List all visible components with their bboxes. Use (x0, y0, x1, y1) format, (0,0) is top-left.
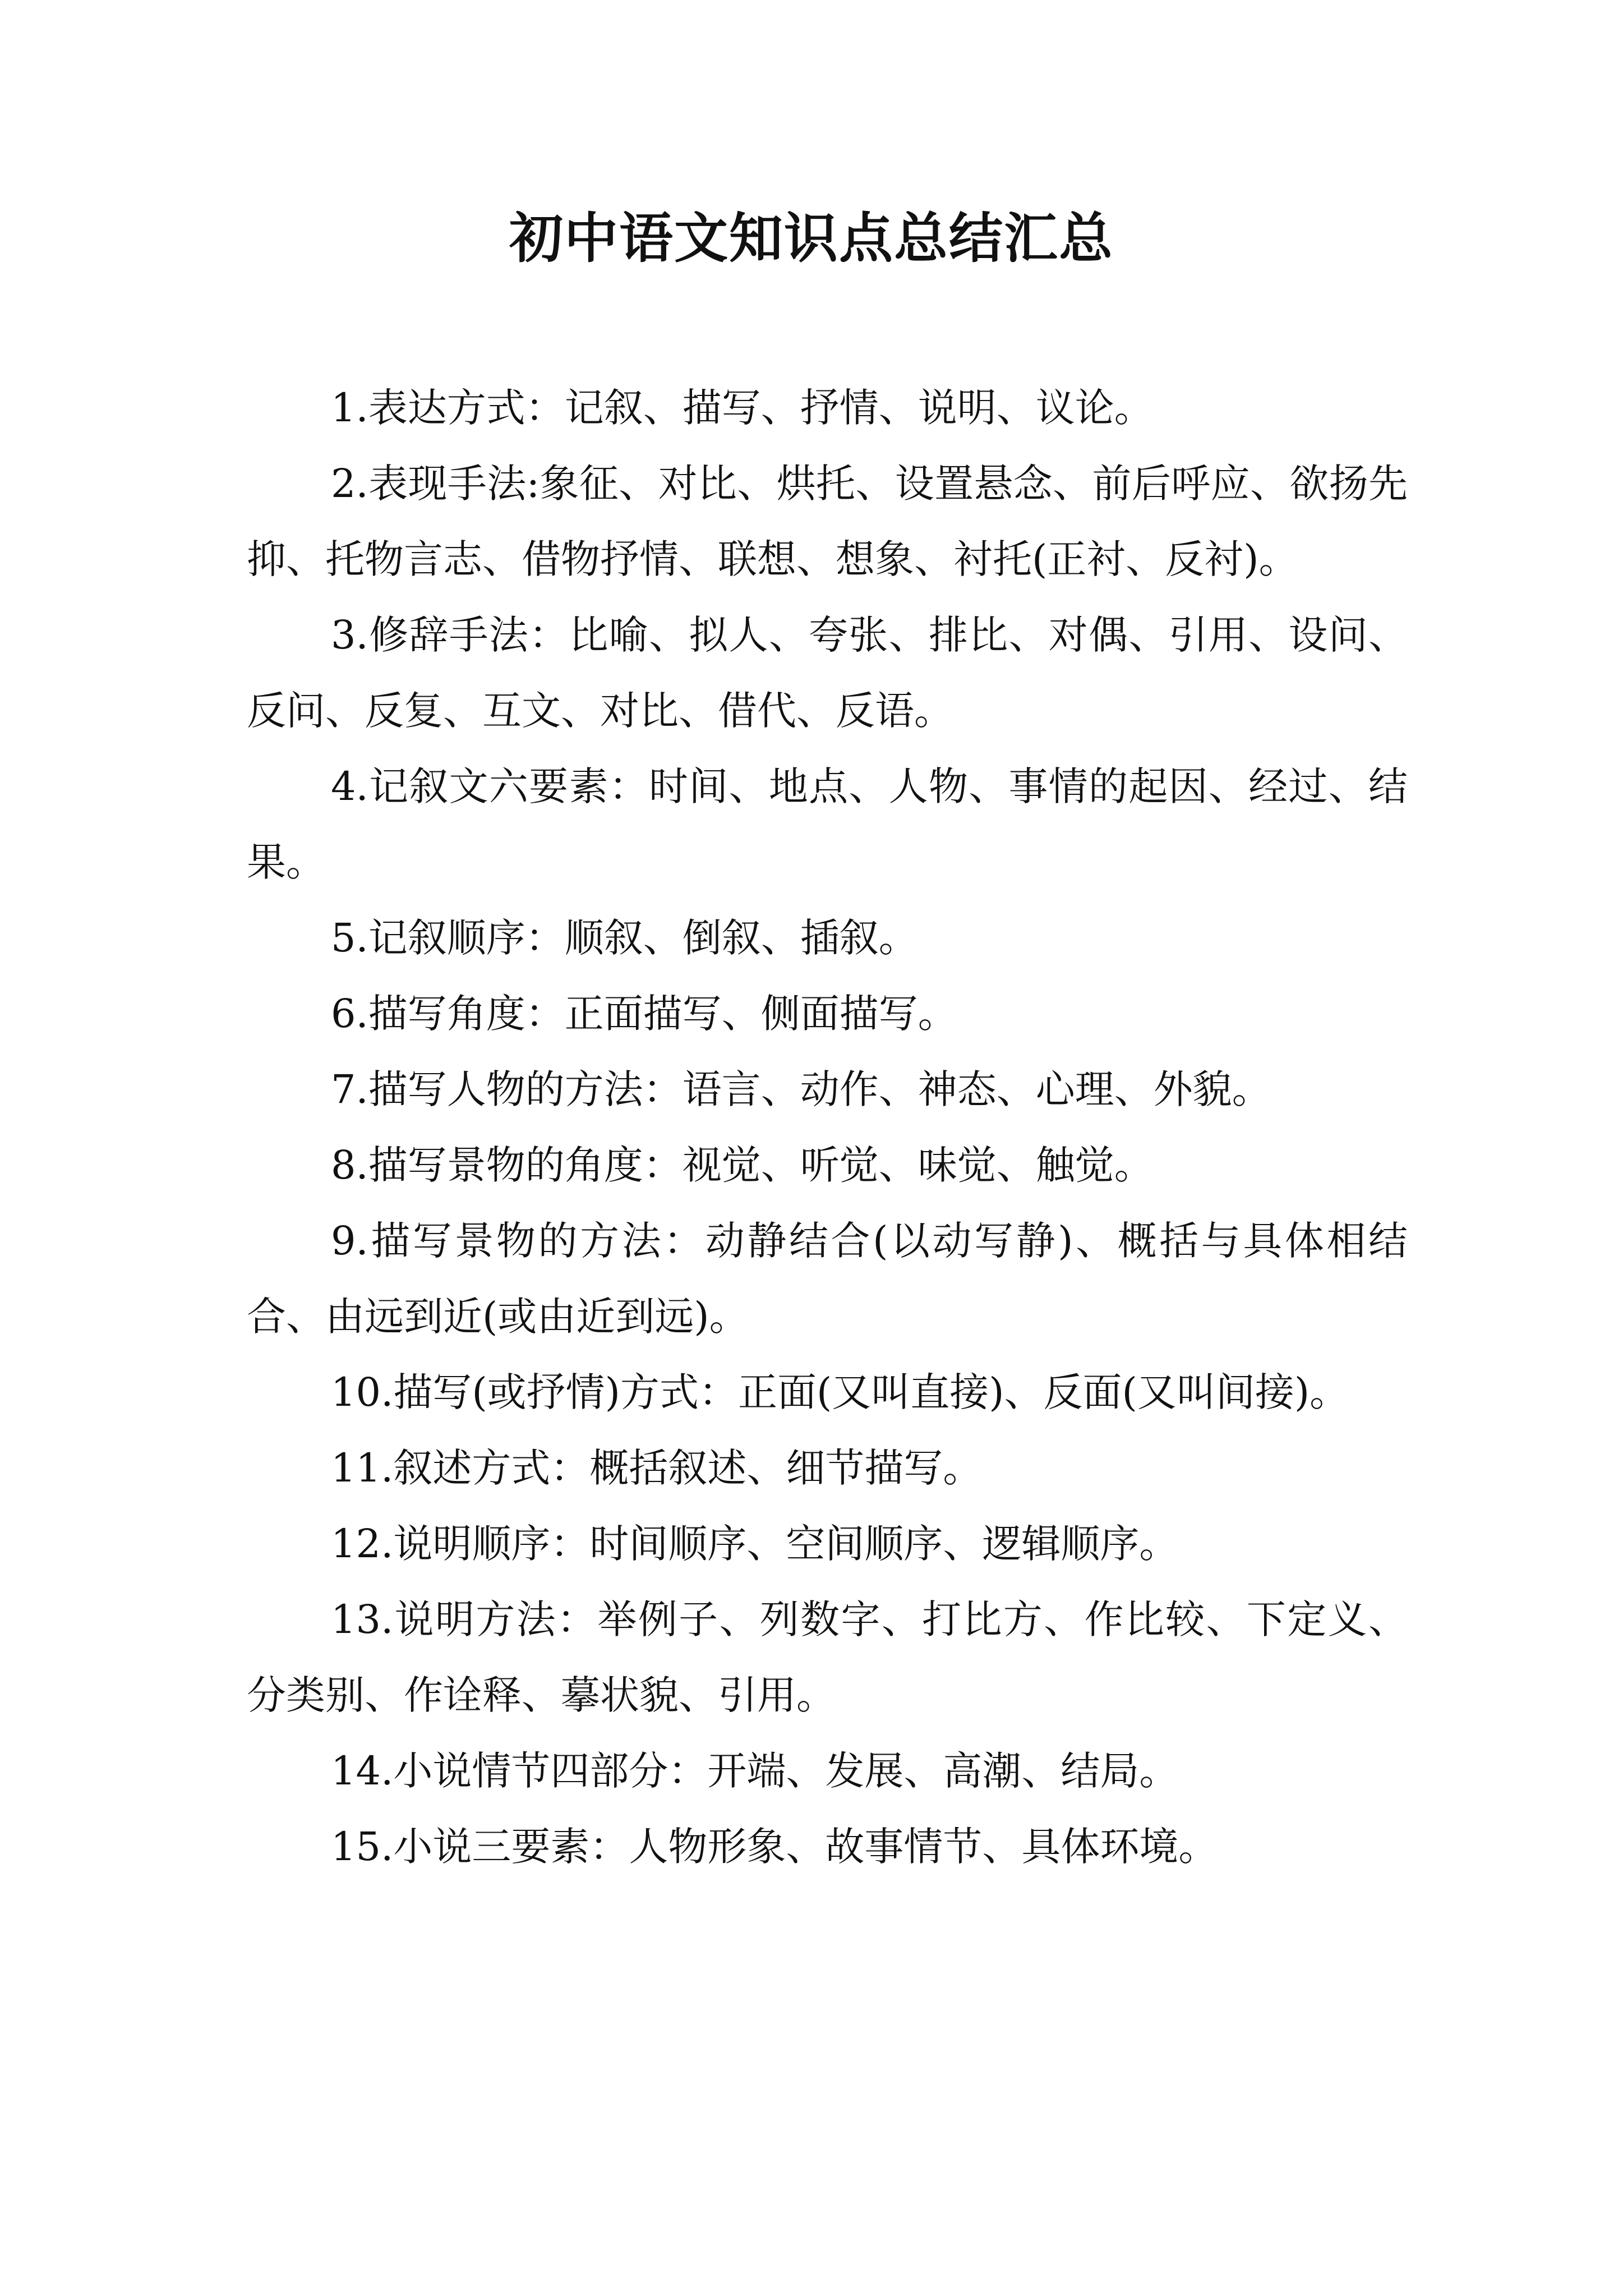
document-title: 初中语文知识点总结汇总 (509, 206, 1114, 270)
list-item: 10.描写(或抒情)方式：正面(又叫直接)、反面(又叫间接)。 (331, 1369, 1349, 1415)
list-item: 6.描写角度：正面描写、侧面描写。 (331, 991, 957, 1037)
list-item: 14.小说情节四部分：开端、发展、高潮、结局。 (331, 1748, 1179, 1794)
document-body (247, 370, 1408, 1885)
list-item: 5.记叙顺序：顺叙、倒叙、插叙。 (331, 915, 918, 961)
list-item: 4.记叙文六要素：时间、地点、人物、事情的起因、经过、结果。 (247, 763, 1408, 885)
list-item: 12.说明顺序：时间顺序、空间顺序、逻辑顺序。 (331, 1521, 1179, 1567)
list-item: 2.表现手法:象征、对比、烘托、设置悬念、前后呼应、欲扬先抑、托物言志、借物抒情、联想、想象、衬托(正衬、反衬)。 (247, 461, 1408, 582)
list-item: 3.修辞手法：比喻、拟人、夸张、排比、对偶、引用、设问、反问、反复、互文、对比、借代、反语。 (247, 612, 1408, 734)
list-item: 1.表达方式：记叙、描写、抒情、说明、议论。 (331, 385, 1154, 431)
list-item: 11.叙述方式：概括叙述、细节描写。 (331, 1445, 983, 1491)
list-item: 13.说明方法：举例子、列数字、打比方、作比较、下定义、分类别、作诠释、摹状貌、引用。 (247, 1596, 1408, 1718)
list-item: 9.描写景物的方法：动静结合(以动写静)、概括与具体相结合、由远到近(或由近到远)。 (247, 1218, 1408, 1340)
list-item: 8.描写景物的角度：视觉、听觉、味觉、触觉。 (331, 1142, 1154, 1188)
list-item: 15.小说三要素：人物形象、故事情节、具体环境。 (331, 1824, 1218, 1870)
list-item: 7.描写人物的方法：语言、动作、神态、心理、外貌。 (331, 1066, 1271, 1112)
